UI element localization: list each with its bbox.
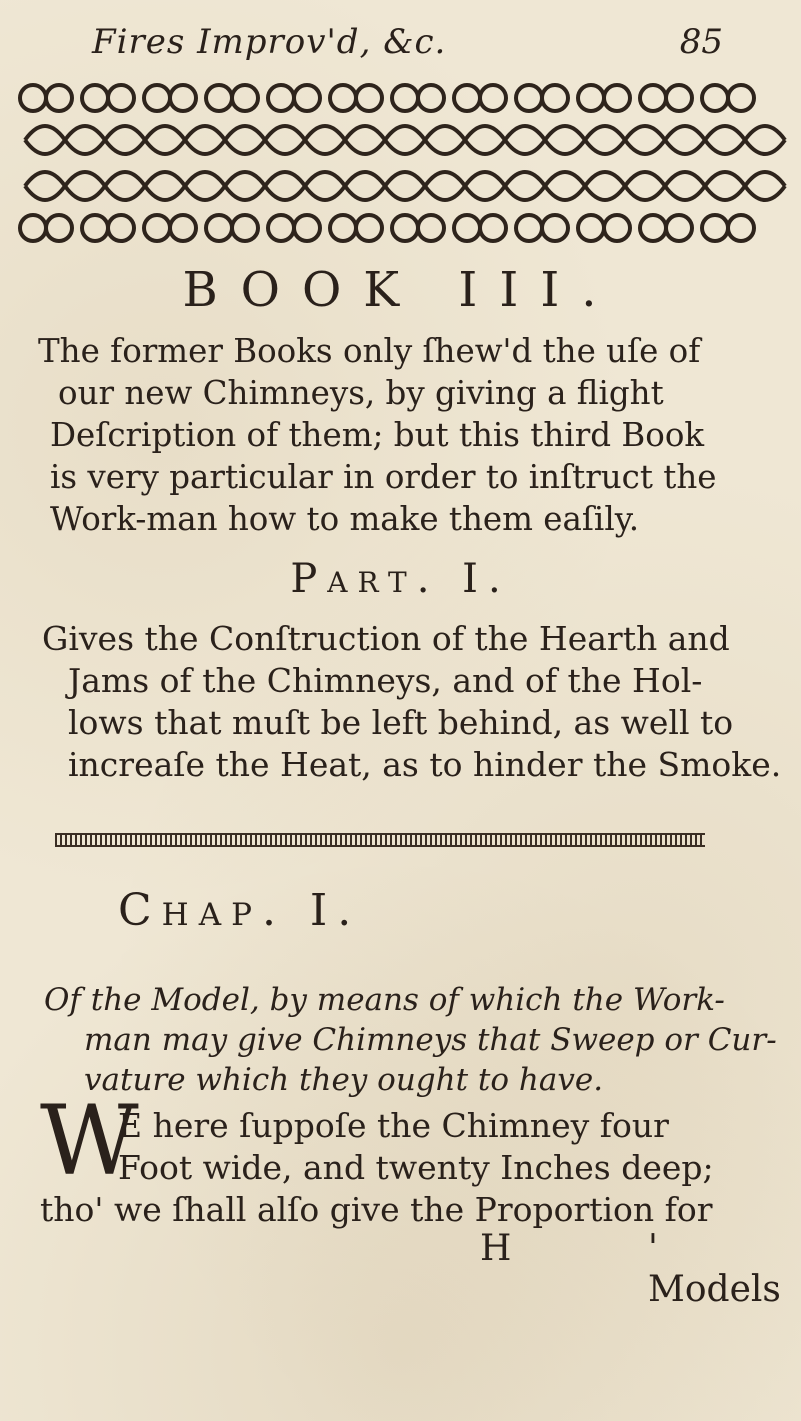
part-heading: Part. I. bbox=[290, 556, 511, 602]
intro-line: our new Chimneys, by giving a flight bbox=[58, 374, 664, 412]
page-header bbox=[92, 18, 741, 68]
chapter-body bbox=[40, 1105, 800, 1231]
running-head: Fires Improv'd, &c. bbox=[92, 22, 447, 62]
body-line: E here ſuppoſe the Chimney four bbox=[118, 1106, 669, 1145]
subtitle-line: man may give Chimneys that Sweep or Cur- bbox=[84, 1022, 777, 1058]
part-line: lows that muſt be left behind, as well to bbox=[68, 703, 734, 742]
book-intro bbox=[38, 330, 788, 540]
chapter-subtitle bbox=[44, 980, 794, 1100]
page-number: 85 bbox=[679, 22, 723, 62]
intro-line: Work-man how to make them eaſily. bbox=[50, 500, 640, 538]
intro-line: Deſcription of them; but this third Book bbox=[50, 416, 705, 454]
chapter-heading: Chap. I. bbox=[118, 885, 362, 936]
catchword: ' Models bbox=[648, 1228, 781, 1310]
body-line: tho' we ſhall alſo give the Proportion for bbox=[40, 1190, 713, 1229]
drop-cap: W bbox=[40, 1085, 139, 1197]
decorative-knot-band bbox=[15, 78, 791, 250]
subtitle-line: Of the Model, by means of which the Work- bbox=[44, 982, 725, 1018]
section-rule bbox=[55, 833, 705, 847]
part-line: increaſe the Heat, as to hinder the Smoke. bbox=[68, 745, 782, 784]
intro-line: is very particular in order to inſtruct the bbox=[50, 458, 717, 496]
signature-mark: H bbox=[480, 1228, 512, 1269]
part-line: Gives the Conſtruction of the Hearth and bbox=[42, 619, 730, 658]
part-summary bbox=[42, 618, 792, 786]
book-heading: BOOK III. bbox=[182, 262, 619, 318]
body-line: Foot wide, and twenty Inches deep; bbox=[118, 1148, 714, 1187]
subtitle-line: vature which they ought to have. bbox=[84, 1062, 604, 1098]
intro-line: The former Books only ſhew'd the uſe of bbox=[38, 332, 701, 370]
part-line: Jams of the Chimneys, and of the Hol- bbox=[68, 661, 703, 700]
